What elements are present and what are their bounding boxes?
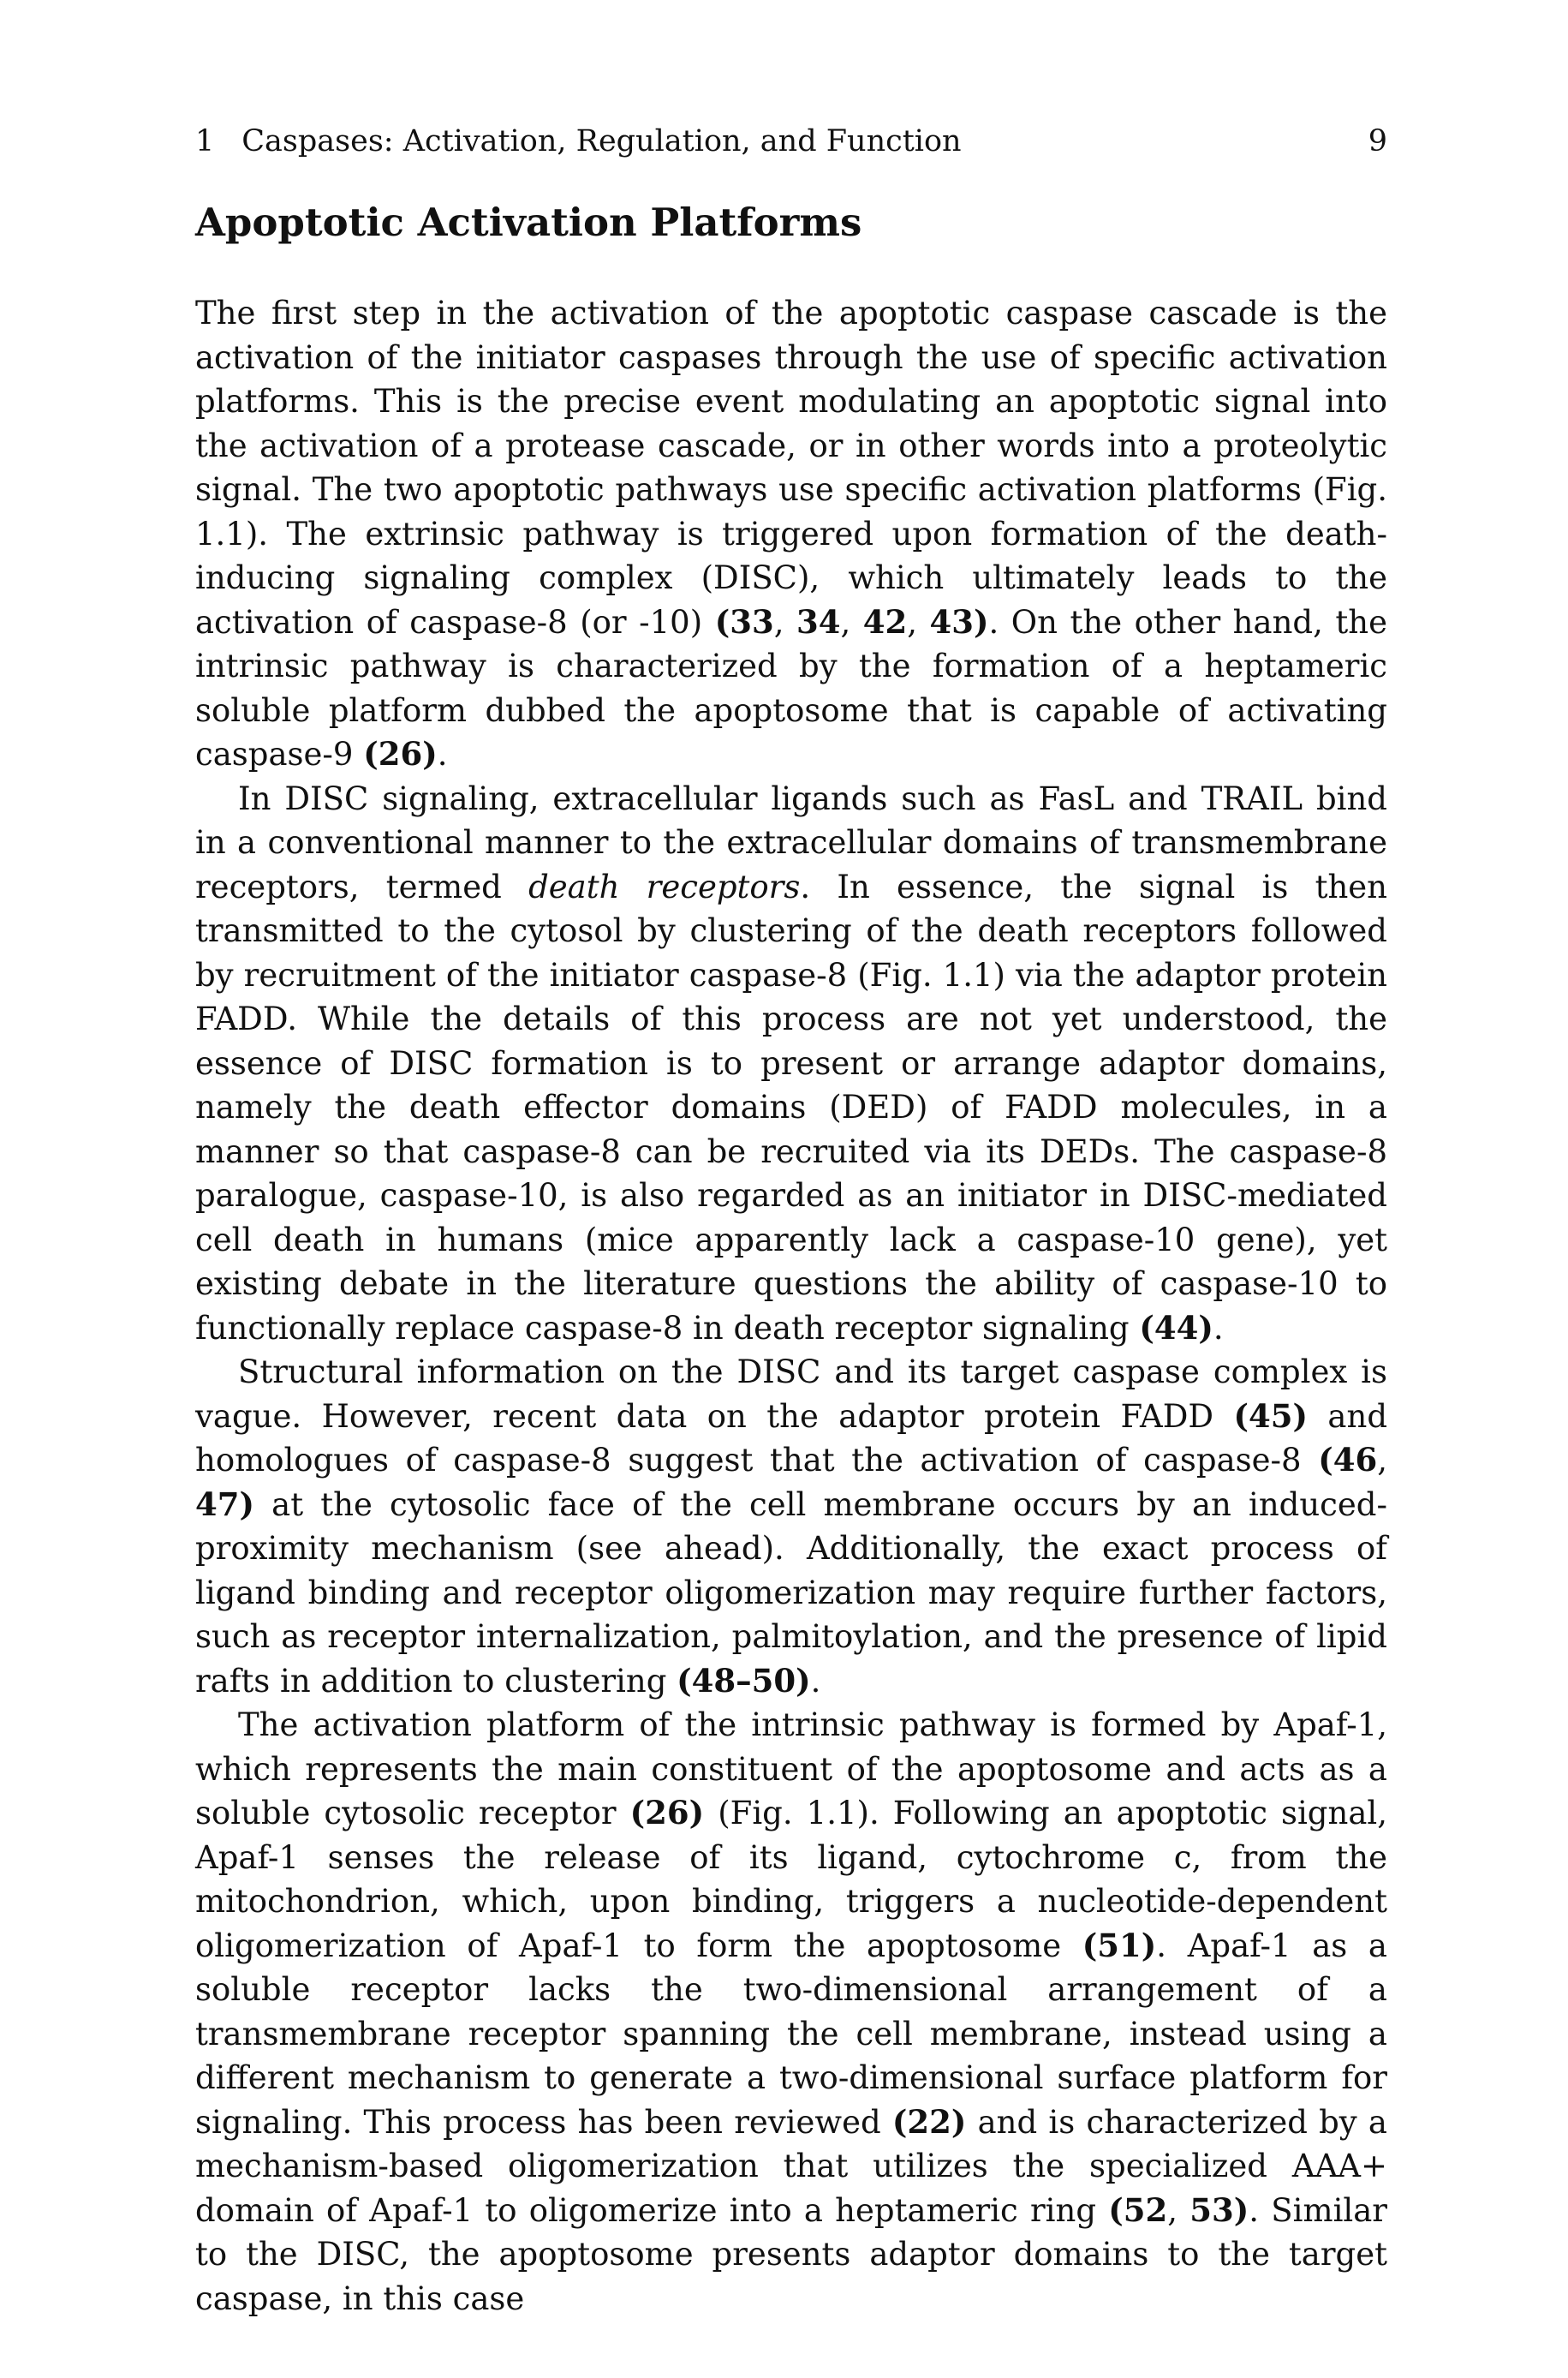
paragraph-text: and is characterized by a mechanism-based oligomerization that utilizes the specialized AAA+ domain of Apaf-1 to oligomerize into a heptameric ring <box>195 2103 1387 2229</box>
paragraph-text: The activation platform of the intrinsic pathway is formed by Apaf-1, which represents the main constituent of the apoptosome and acts as a soluble cytosolic receptor <box>195 1706 1387 1831</box>
running-head <box>195 120 1387 163</box>
paragraph-text: . <box>1213 1309 1224 1347</box>
paragraph-text: . <box>437 736 448 773</box>
paragraph-text: . Apaf-1 as a soluble receptor lacks the two-dimensional arrangement of a transmembrane receptor spanning the cell membrane, instead using a different mechanism to generate a two-dimensional surface platform for signaling. This process has been reviewed <box>195 1927 1387 2141</box>
citation-ref: (26) <box>363 735 438 773</box>
citation-ref: (46 <box>1318 1441 1378 1479</box>
citation-ref: 53) <box>1189 2190 1249 2229</box>
paragraph-text: In DISC signaling, extracellular ligands such as FasL and TRAIL bind in a conventional manner to the extracellular domains of transmembrane receptors, termed <box>195 780 1387 905</box>
paragraph-text: The first step in the activation of the apoptotic caspase cascade is the activation of the initiator caspases through the use of specific activation platforms. This is the precise event modulating an apoptotic signal into the activation of a protease cascade, or in other words into a proteolytic signal. The two apoptotic pathways use specific activation platforms (Fig. 1.1). The extrinsic pathway is triggered upon formation of the death-inducing signaling complex (DISC), which ultimately leads to the activation of caspase-8 (or -10) <box>195 295 1387 641</box>
chapter-number: 1 <box>195 124 215 158</box>
paragraph-2 <box>195 777 1387 1351</box>
citation-ref: (48–50) <box>677 1661 811 1700</box>
body-text <box>195 291 1387 2321</box>
citation-ref: 42 <box>862 602 908 641</box>
paragraph-text: . <box>810 1662 821 1700</box>
paragraph-text: at the cytosolic face of the cell membrane occurs by an induced-proximity mechanism (see ahead). Additionally, the exact process of ligand binding and receptor oligomerization may require further factors, such as receptor internalization, palmitoylation, and the presence of lipid rafts in addition to clustering <box>195 1485 1387 1700</box>
paragraph-text: Structural information on the DISC and its target caspase complex is vague. However, recent data on the adaptor protein FADD <box>195 1353 1387 1435</box>
section-title: Apoptotic Activation Platforms <box>195 200 862 245</box>
citation-ref: (26) <box>629 1794 705 1831</box>
chapter-title: Caspases: Activation, Regulation, and Function <box>241 124 962 158</box>
paragraph-text: , <box>840 603 863 641</box>
page <box>195 120 1387 2321</box>
paragraph-1 <box>195 291 1387 777</box>
citation-ref: (44) <box>1139 1308 1213 1347</box>
citation-ref: (51) <box>1082 1926 1157 1964</box>
paragraph-text: and homologues of caspase-8 suggest that the activation of caspase-8 <box>195 1397 1388 1479</box>
running-head-left <box>195 120 962 163</box>
citation-ref: 34 <box>796 602 841 641</box>
citation-ref: 43) <box>929 602 989 641</box>
paragraph-text: . On the other hand, the intrinsic pathway is characterized by the formation of a heptameric soluble platform dubbed the apoptosome that is capable of activating caspase-9 <box>195 603 1387 773</box>
citation-ref: (52 <box>1108 2190 1168 2229</box>
paragraph-text: , <box>1377 1442 1387 1479</box>
paragraph-3 <box>195 1350 1387 1703</box>
paragraph-text: . In essence, the signal is then transmitted to the cytosol by clustering of the death receptors followed by recruitment of the initiator caspase-8 (Fig. 1.1) via the adaptor protein FADD. While the details of this process are not yet understood, the essence of DISC formation is to present or arrange adaptor domains, namely the death effector domains (DED) of FADD molecules, in a manner so that caspase-8 can be recruited via its DEDs. The caspase-8 paralogue, caspase-10, is also regarded as an initiator in DISC-mediated cell death in humans (mice apparently lack a caspase-10 gene), yet existing debate in the literature questions the ability of caspase-10 to functionally replace caspase-8 in death receptor signaling <box>195 868 1387 1347</box>
citation-ref: (33 <box>714 602 774 641</box>
paragraph-text: , <box>1167 2191 1190 2229</box>
emphasis-text: death receptors <box>528 868 801 905</box>
paragraph-text: (Fig. 1.1). Following an apoptotic signal, Apaf-1 senses the release of its ligand, cytochrome c, from the mitochondrion, which, upon binding, triggers a nucleotide-dependent oligomerization of Apaf-1 to form the apoptosome <box>195 1795 1387 1964</box>
paragraph-text: , <box>773 603 796 641</box>
paragraph-text: . Similar to the DISC, the apoptosome presents adaptor domains to the target caspase, in this case <box>195 2191 1387 2317</box>
citation-ref: (45) <box>1233 1396 1308 1435</box>
citation-ref: 47) <box>195 1485 254 1523</box>
paragraph-text: , <box>907 603 930 641</box>
page-number: 9 <box>1368 124 1387 158</box>
paragraph-4 <box>195 1703 1387 2321</box>
citation-ref: (22) <box>891 2102 967 2141</box>
